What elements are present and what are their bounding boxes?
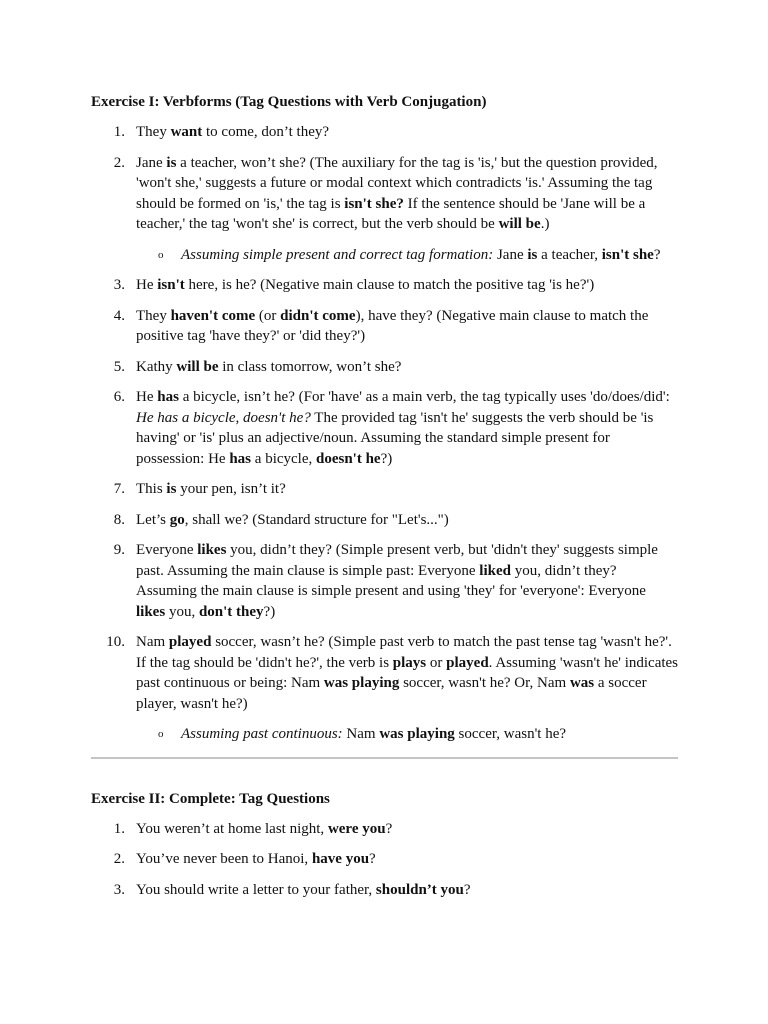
text-run: a soccer player, wasn't he?) [136,675,647,712]
bold-text: didn't come [280,307,356,324]
text-run: soccer, wasn’t he? (Simple past verb to match the past tense tag 'wasn't he?'. If the tag should be 'didn't he?', the verb is [136,634,672,671]
text-run: a bicycle, isn’t he? (For 'have' as a main verb, the tag typically uses 'do/does/did': [178,389,670,405]
text-run: ?) [380,450,393,467]
text-run: a teacher, won’t she? (The auxiliary for the tag is 'is,' but the question provided, 'won't she,' suggests a future or modal context which contradicts 'is.' Assuming the tag should be formed on 'is,' the tag is [136,154,658,212]
item-text [136,306,678,347]
bullet-icon: o [158,248,164,261]
bold-text: played [446,654,489,671]
bold-text: has [229,450,252,467]
text-run: Jane [136,154,167,171]
exercise-1-title: Exercise I: Verbforms (Tag Questions with Verb Conjugation) [91,94,487,110]
item-text [136,540,678,622]
bold-text: don't they [198,603,264,620]
text-run: ?) [263,603,276,620]
bold-text: go [169,511,185,528]
list-item [91,632,678,745]
item-text [136,357,678,378]
list-item [91,849,678,870]
text-run: you, [165,603,199,620]
text-run: you, didn’t they? Assuming the main clause is simple present and using 'they' for 'everyone': Everyone [136,562,646,599]
list-item [91,306,678,347]
text-run: The provided tag 'isn't he' suggests the verb should be 'is having' or 'is' plus an adjective/noun. Assuming the standard simple present for possession: He [136,409,654,467]
item-number: 4. [113,307,125,324]
text-run: in class tomorrow, won’t she? [218,358,402,375]
bold-text: likes [136,603,166,620]
bold-text: played [168,634,212,650]
bold-text: will be [498,216,541,232]
text-run: to come, don’t they? [202,124,330,140]
item-number: 9. [113,542,125,558]
text-run: a bicycle, [251,450,316,467]
item-number: 2. [113,154,125,171]
bold-text: is [527,246,538,263]
text-run: They [136,307,171,324]
bold-text: liked [479,562,511,579]
text-run: Nam [136,634,169,650]
bold-text: will be [176,358,219,375]
text-run: ? [385,820,393,837]
italic-text: Assuming simple present and correct tag formation: [181,246,494,263]
text-run: If the sentence should be 'Jane will be a teacher,' the tag 'won't she' is correct, but the verb should be [136,195,646,232]
bold-text: isn't [157,277,185,293]
text-run: Kathy [136,358,177,375]
text-run: ), have they? (Negative main clause to match the positive tag 'have they?' or 'did they?') [136,307,649,344]
item-text [136,510,678,531]
item-number: 10. [106,634,125,650]
sub-item-text [181,245,678,266]
text-run: soccer, wasn't he? [454,726,567,742]
list-item [91,122,678,143]
italic-text: Assuming past continuous: [181,726,343,742]
bold-text: was playing [379,726,455,742]
bold-text: want [170,124,203,140]
text-run: or [426,654,447,671]
item-number: 6. [113,389,125,405]
item-number: 5. [113,358,125,375]
bold-text: isn't she [601,246,654,263]
list-item [91,153,678,266]
sub-bullet-item [136,724,678,745]
item-text [136,479,678,500]
bold-text: have you [311,851,370,867]
italic-text: He has a bicycle, doesn't he? [136,409,311,426]
bold-text: is [166,481,177,497]
text-run: Let’s [136,511,170,528]
text-run: your pen, isn’t it? [176,481,286,497]
item-text [136,275,678,296]
bold-text: likes [197,542,227,558]
list-item [91,275,678,296]
bold-text: doesn't he [316,450,381,467]
text-run: , shall we? (Standard structure for "Let's...") [184,511,449,528]
text-run: (or [255,307,281,324]
text-run: You should write a letter to your father, [136,881,376,898]
item-number: 2. [113,851,125,867]
list-item [91,880,678,901]
item-text [136,849,678,870]
text-run: Jane [493,246,528,263]
list-item [91,357,678,378]
bold-text: has [157,389,179,405]
item-number: 3. [113,277,125,293]
bold-text: isn't she? [344,195,404,212]
item-number: 1. [113,820,125,837]
text-run: You’ve never been to Hanoi, [136,851,312,867]
section-divider [91,757,678,759]
item-number: 8. [113,511,125,528]
text-run: here, is he? (Negative main clause to match the positive tag 'is he?') [184,277,595,293]
text-run: ? [369,851,376,867]
item-text [136,387,678,469]
item-text [136,819,678,840]
item-text [136,122,678,143]
text-run: ? [653,246,661,263]
bold-text: haven't come [170,307,256,324]
item-text [136,880,678,901]
document-page [91,92,678,910]
bold-text: was playing [323,675,400,691]
item-text [136,153,678,235]
exercise-2-title: Exercise II: Complete: Tag Questions [91,790,330,807]
exercise-2-list [91,819,678,901]
list-item [91,540,678,622]
bold-text: is [166,154,177,171]
text-run: ? [463,881,471,898]
text-run: .) [540,216,550,232]
sub-bullet-item [136,245,678,266]
item-number: 7. [113,481,125,497]
bold-text: were you [327,820,386,837]
text-run: Nam [342,726,380,742]
text-run: This [136,481,167,497]
bullet-icon: o [158,728,164,740]
text-run: a teacher, [537,246,602,263]
list-item [91,479,678,500]
list-item [91,510,678,531]
text-run: Everyone [136,542,198,558]
text-run: They [136,124,171,140]
bold-text: shouldn’t you [375,881,464,898]
text-run: soccer, wasn't he? Or, Nam [399,675,570,691]
text-run: He [136,389,158,405]
bold-text: was [569,675,595,691]
text-run: You weren’t at home last night, [136,820,328,837]
item-number: 3. [113,881,125,898]
list-item [91,387,678,469]
sub-item-text [181,724,678,745]
text-run: . Assuming 'wasn't he' indicates past continuous or being: Nam [136,654,679,691]
text-run: He [136,277,158,293]
item-text [136,632,678,714]
exercise-1-list [91,122,678,745]
bold-text: plays [392,654,427,671]
item-number: 1. [113,124,125,140]
text-run: you, didn’t they? (Simple present verb, but 'didn't they' suggests simple past. Assuming the main clause is simple past: Everyone [136,542,658,579]
list-item [91,819,678,840]
